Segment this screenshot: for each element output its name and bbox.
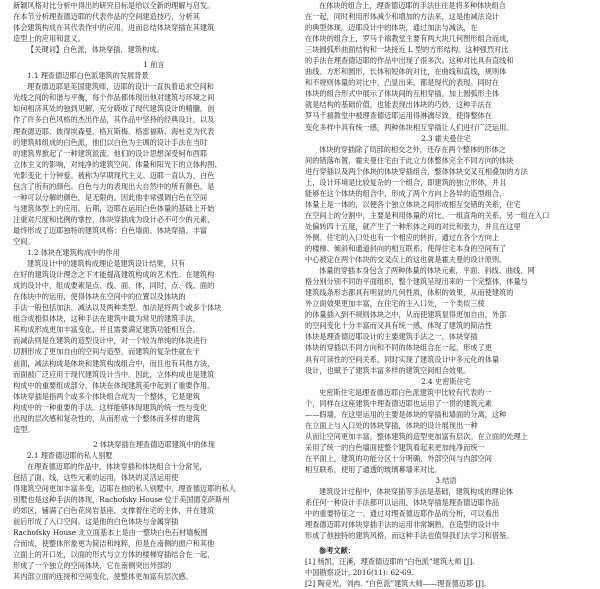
text-line: 理查德迈耶、彼得埃森曼、格瓦斯梅、格雷福斯、海杜克为代表 [13,126,215,136]
text-line: 空间。 [13,236,35,246]
text-line: 的典型体现。迈耶设计中的体块，通过加法与减法，在 [305,23,478,33]
text-line: 的体量插入到不规则体块之中，从而使建筑显得更加自由，外部 [305,310,507,320]
text-line: 2 体块穿插在理查德迈耶建筑中的体现 [93,439,215,449]
text-line: 在理查德迈耶的作品中，体块穿插和体块组合十分常见， [27,461,207,471]
text-line: 能够在这个体块的组合中，形成了两个方向上各异的造型组合， [305,188,507,198]
text-line: 最终形成了迈耶独特的建筑风格：白色墙面、体块穿插、丰富 [13,225,208,235]
text-line: 系任何一种设计手法都可以运用，体块穿插是理查德迈耶作品 [305,498,500,508]
text-line: 罗马千禧教堂中被理查德迈耶运用得淋漓尽致，使得整体在 [305,111,492,121]
text-line: 构成中的一种重要的手法。这样能够体现建筑的统一性与变化 [13,402,208,412]
text-line: 1 前言 [143,60,165,70]
text-line: 3 结语 [435,476,457,486]
text-line: 理查德迈耶是美国建筑师，迈耶的设计一直执着追求空间和 [27,82,214,92]
text-line: 体量上是一体的，以便各个独立体块之间形成相互交错的关系，住宅 [305,199,521,209]
text-line: 史密斯住宅是理查德迈耶白色派建筑中比较有代表的一 [319,387,492,397]
text-line: 在体块的组合上，罗马千禧教堂主要有两大块几何图形组合而成， [305,34,514,44]
right-column [305,0,587,589]
text-line: 立体主义的影响，对纯净的建筑空间、体量和阳光下的立体构图、 [13,159,222,169]
text-line: 和不规则体量的对比中，凸显出来，都是现代的表现。同时在 [305,78,500,88]
text-line: 的手法在理查德迈耶的作品中出现了很多次。这种对比具有直线和 [305,56,514,66]
text-line: 造型。 [13,424,35,434]
text-line: 与建筑体型上的应用。后期，迈耶在运用白色体量的基础上开始 [13,203,215,213]
text-line: 相互联系，使用了通透的玻璃幕墙来对比。 [305,464,442,474]
text-line: 作了许多白色风格的杰出作品，其作品中坚持的经典设计，以及 [13,115,215,125]
text-line: 中心被定在两个体块的交叉点上的这也就是霍夫曼的设计原则。 [305,255,507,265]
text-line: 造型上的应用和意义。 [13,34,85,44]
text-line: 在体块的组合上，理查德迈耶的手法往往是将多种体块组合 [319,1,506,10]
text-line: 建筑设计过程中，体块穿插等手法是基础，建筑构成的理论体 [319,487,514,497]
text-line: 格分别分别不同的平面组织，整个建筑呈现出来的一个完整体，体量与 [305,277,528,287]
text-line: 前后形成了入口空间。这是他的白色体块与金属穿插 [13,517,179,527]
text-line: 在好的建筑设计理念之下才能提高建筑构成的艺术性。在建筑构 [13,270,215,280]
text-line: 体块是理查德迈耶设计的主要建筑手法之一，体块穿插 [305,332,478,342]
text-line: 立面上的开口处，以面的形式与立方体的楼梯穿插结合在一起， [13,550,215,560]
text-line: 参考文献： [319,546,355,556]
text-line: 而减法则是在建筑的造型设计中，对一个较为单纯的体块进行 [13,336,208,346]
text-line: 光影变化十分钟爱。被称为早期现代主义。迈耶一直认为，白色 [13,170,215,180]
text-line: 设计，也赋予了建筑丰富多样的建筑空间组合效果。 [305,365,471,375]
left-column [13,0,295,582]
text-line: Rachofsky House 北立面基本上是由一整块白色石材墙板围 [13,528,208,538]
text-line: 中国勘察设计, 2016(11): 62-69. [305,568,414,578]
text-line: 2.3 霍夫曼住宅 [421,133,471,143]
text-line: 成的设计中，组成要素是点、线、面、体，同时，点、线、面的 [13,281,215,291]
text-line: ——假墙，在这里运用的主要是体块的穿插和墙面的分离，这种 [305,409,507,419]
text-line: 构成中的重要组成部分，体块在体现建筑美中起到了重要作用。 [13,380,215,390]
text-line: 一种可以分解的颜色，是无限的。因此他非常强调白色在空间 [13,192,208,202]
text-line: 外侧。住宅的入口处也有一个相应的转折，通过在各个方向上 [305,232,500,242]
text-line: 切割形成了更加自由的空间与造型，而建筑的复杂性就在于 [13,347,200,357]
text-line: 从而让空间更加丰富，整体建筑的造型更加富有层次。在立面的处理上 [305,431,528,441]
text-line: 在空间上的分割中，主要是利用体量的对比、一组直角的关系，另一组在入口 [305,210,550,220]
text-line: 其构成形成更加丰富变化，并且需要满足建筑功能相互合， [13,325,200,335]
text-line: 采用了统一的白色墙面使整个建筑看起来更加纯净而统一 [305,442,485,452]
text-line: 在立面上与入口处的体块穿插，体块的设计展现出一种 [305,420,478,430]
text-line: 间的错落布置，霍夫曼住宅由于此立方体整体完全不同方向的体块 [305,155,514,165]
text-line: 在体块中的运用，使得体块在空间中的位置以及体块的 [13,292,186,302]
text-line: 处偏转四十五度，就产生了一种形体之间的对比和张力，并且在这里 [305,221,521,231]
text-line: 体会建筑构成在其代表作中的应用，进而总结体块穿插在其建筑 [13,23,215,33]
text-line: 体块的穿插除了局部的相交之外，还存在两个整体的形体之 [319,144,506,154]
text-line: 在本节分析理查德迈耶的代表作品的空间建造技巧，分析其 [13,12,200,22]
text-line: 如何相济其处的独到见解，充分吸收了现代建筑设计的精髓，创 [13,104,215,114]
text-line: 【关键词】白色派，体块穿插，建筑构成。 [27,45,164,55]
text-line: 就是结构的基础价值，也能表现出体块的巧妙，这种手法在 [305,100,492,110]
text-line: 在一起，同时利用形体减少和增加的方法来，这是他减法设计 [305,12,500,22]
text-line: 的建筑界掀起了一种建筑派流。他们的设计思想深受柯布西耶 [13,148,208,158]
text-line: 进行穿插以及两个体块的体块穿插组合，整体体块交叉互相叠加的方法 [305,166,528,176]
text-line: 合而成，使整体形象更为简洁和纯粹，但是在南侧的窗户和其他 [13,539,215,549]
text-line: 体块的组合形式中展示了体块间的互相穿插，加上圆弧形主体 [305,89,500,99]
text-line: 前面，减法构成是体块和建筑构成组合中，而且也有其他方法， [13,358,215,368]
text-line: 的建筑师组成的白色派，他们以白色为主调的设计手法在当时 [13,137,208,147]
text-line: 在平面上，建筑的功能分区十分明确，外部空间与内部空间 [305,453,492,463]
text-line: 理查德迈耶对体块穿插手法的运用非常娴熟，在造型的设计中 [305,520,500,530]
text-line: 手法一般包括加法、减法以及两种类型。加法是将两个或多个体块 [13,303,222,313]
text-line: 体块穿插是指两个或多个体块组合成为一个整体，它是建筑 [13,391,200,401]
text-line: 注重对尺度和比例的掌控，体块穿插成为设计必不可少的元素， [13,214,215,224]
text-line: [1] 杨凯，汪溪，理查德迈耶的“白色派”建筑大师 [J]. [305,557,475,567]
text-line: 而面被广泛应用于现代建筑设计当中。因此，立体构成也是建筑 [13,369,215,379]
text-line: 组合成相似体块，这种手法在建筑中最为常见的建筑手法， [13,314,200,324]
text-line: 体块的穿插以不同方向和不同的体块组合在一起，形成了更 [305,343,492,353]
text-line: 中的重要特征之一。通过对理查德迈耶作品的分析，可以看出 [305,509,500,519]
text-line: 2.1 理查德迈耶的私人别墅 [27,450,113,460]
text-line: 出现的层次感和复杂性的，从而形成一个整体而多样的建筑 [13,413,200,423]
text-line: 三块圆弧形曲面结构和一块接近 L 型的方形结构。这种强烈对比 [305,45,509,55]
text-line: 具有可读性的空间关系，同时实现了建筑设计中多元化的体量 [305,354,500,364]
text-line: 变化多样中具有统一感，两种体块相互穿插让人们进行广泛运用。 [305,122,514,132]
text-line: 其内部立面的连接和空间变化，使整体更加富有层次感。 [13,572,193,582]
text-line: 1.2 体块在建筑构成中的作用 [27,248,120,258]
text-line: 的空间变化十分丰富而又具有统一感，体现了建筑的简洁性 [305,321,492,331]
text-line: 外立面效果更加丰富，在住宅的主入口处，一个类似三棱 [305,299,485,309]
text-line: 建筑线条形态都具有明显的几何性质，体积的效果，从而使建筑的 [305,288,514,298]
text-line: 形成了一个独立的空间体块，它在南侧突出外部的 [13,561,172,571]
text-line: 1.1 理查德迈耶白色派建筑的发展背景 [27,71,149,81]
text-line: 2.4 史密斯住宅 [421,376,471,386]
text-line: 别墅也是这种手法的体现，Rachofsky House 位于美国德克萨斯州 [13,495,230,505]
text-line: 得建筑空间更加丰富多变，迈耶在他的私人别墅中，理查德迈耶的私人 [13,484,236,494]
text-line: 建筑设计中的建筑构成理论是建筑设计结果，只有 [27,259,186,269]
text-line: [2] 陶竞光，刘冉. “白色派”建筑大师——理查德迈耶 [J]. [305,579,487,589]
text-line: 的楼梯、倾斜和通道斜向的相互联系，使得住宅本身的空间有了 [305,244,507,254]
text-line: 曲线、方形和圆形，长体和短体的对比，在曲线和直线，规则体 [305,67,507,77]
text-line: 个，同样在这座建筑中理查德迈耶也运用了一贯的建筑元素 [305,398,492,408]
text-line: 体量的穿插本身包含了两种体量的体块元素，平面、斜线、曲线、网 [319,266,535,276]
text-line: 新颖风格对比分析中得出的研究目标是给以全新的理解与启发。 [13,1,215,10]
text-line: 形成了他独特的建筑风格，而这种手法也值得我们去学习和借鉴。 [305,531,514,541]
text-line: 上，设计环境是比较复杂的一个组合，即建筑的独立形体，并且 [305,177,507,187]
text-line: 光线之间的和谐与平衡，每个作品都体现出他对建筑与环境之间 [13,93,215,103]
text-line: 包含了所有的颜色。白色与力的表现出大自然中的所有颜色，是 [13,181,215,191]
text-line: 包括了面、线，这些元素的运用，体块的灵活运用使 [13,472,179,482]
text-line: 的郊区，铺满了白色花岗岩基座，支撑着住宅的主体，并在建筑 [13,506,215,516]
